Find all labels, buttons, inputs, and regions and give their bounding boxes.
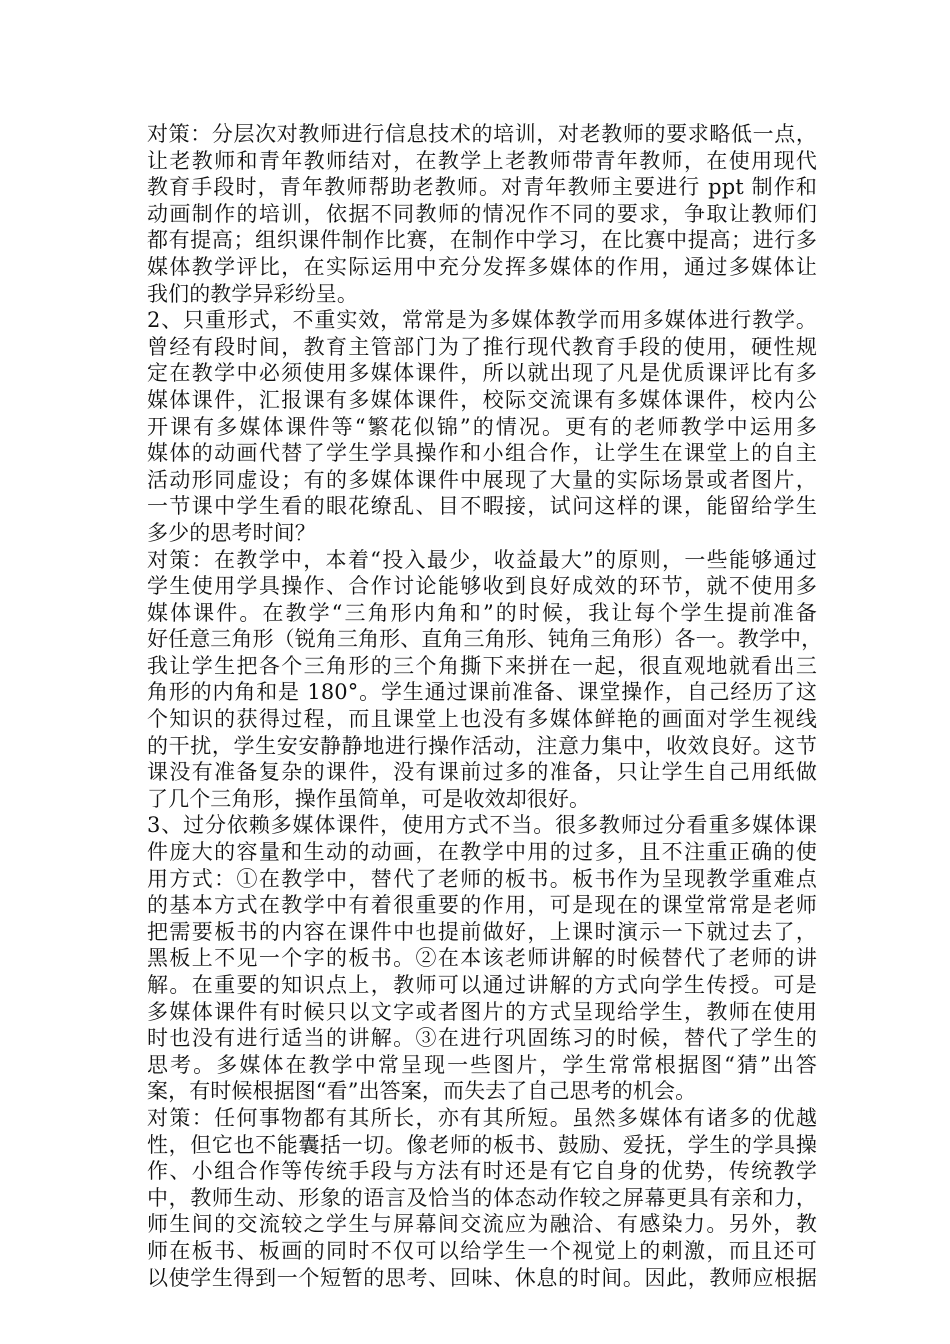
paragraph-countermeasure-3 <box>147 1105 817 1291</box>
text-line: 性，但它也不能囊括一切。像老师的板书、鼓励、爱抚，学生的学具操 <box>147 1132 817 1157</box>
text-line: 案，有时候根据图“看”出答案，而失去了自己思考的机会。 <box>147 1079 697 1104</box>
text-line: 课没有准备复杂的课件，没有课前过多的准备，只让学生自己用纸做 <box>147 760 817 785</box>
text-line: 用方式：①在教学中，替代了老师的板书。板书作为呈现教学重难点 <box>147 866 817 891</box>
text-line: 学生使用学具操作、合作讨论能够收到良好成效的环节，就不使用多 <box>147 574 817 599</box>
text-line: 黑板上不见一个字的板书。②在本该老师讲解的时候替代了老师的讲 <box>147 946 817 971</box>
text-line: 动画制作的培训，依据不同教师的情况作不同的要求，争取让教师们 <box>147 201 817 226</box>
text-line: 解。在重要的知识点上，教师可以通过讲解的方式向学生传授。可是 <box>147 973 817 997</box>
paragraph-issue-2 <box>147 307 817 546</box>
paragraph-issue-3 <box>147 812 817 1105</box>
text-line: 媒体教学评比，在实际运用中充分发挥多媒体的作用，通过多媒体让 <box>147 254 817 279</box>
text-line: 2、只重形式，不重实效，常常是为多媒体教学而用多媒体进行教学。 <box>147 308 817 333</box>
text-line: 活动形同虚设；有的多媒体课件中展现了大量的实际场景或者图片， <box>147 467 817 492</box>
text-line: 我们的教学异彩纷呈。 <box>147 281 358 306</box>
text-line: 媒体的动画代替了学生学具操作和小组合作，让学生在课堂上的自主 <box>147 441 817 466</box>
text-line: 中，教师生动、形象的语言及恰当的体态动作较之屏幕更具有亲和力， <box>147 1185 817 1210</box>
text-line: 件庞大的容量和生动的动画，在教学中用的过多，且不注重正确的使 <box>147 840 817 865</box>
text-line: 好任意三角形（锐角三角形、直角三角形、钝角三角形）各一。教学中， <box>147 627 823 652</box>
text-line: 个知识的获得过程，而且课堂上也没有多媒体鲜艳的画面对学生视线 <box>147 707 817 732</box>
text-line: 都有提高；组织课件制作比赛，在制作中学习，在比赛中提高；进行多 <box>147 228 817 253</box>
paragraph-countermeasure-2 <box>147 547 823 813</box>
text-line: 角形的内角和是 180°。学生通过课前准备、课堂操作，自己经历了这 <box>147 680 817 705</box>
text-line: 的基本方式在教学中有着很重要的作用，可是现在的课堂常常是老师 <box>147 893 817 918</box>
text-line: 作、小组合作等传统手段与方法有时还是有它自身的优势，传统教学 <box>147 1159 817 1184</box>
text-line: 师在板书、板画的同时不仅可以给学生一个视觉上的刺激，而且还可 <box>147 1238 817 1263</box>
text-line: 思考。多媒体在教学中常呈现一些图片，学生常常根据图“猜”出答 <box>147 1052 817 1077</box>
paragraph-countermeasure-1 <box>147 121 817 307</box>
text-line: 3、过分依赖多媒体课件，使用方式不当。很多教师过分看重多媒体课 <box>147 813 817 838</box>
text-line: 以使学生得到一个短暂的思考、回味、休息的时间。因此，教师应根据 <box>147 1265 817 1290</box>
text-line: 一节课中学生看的眼花缭乱、目不暇接，试问这样的课，能留给学生 <box>147 494 817 519</box>
text-line: 媒体课件。在教学“三角形内角和”的时候，我让每个学生提前准备 <box>147 600 817 625</box>
text-line: 对策：分层次对教师进行信息技术的培训，对老教师的要求略低一点， <box>147 122 817 146</box>
text-line: 把需要板书的内容在课件中也提前做好，上课时演示一下就过去了， <box>147 919 817 944</box>
text-line: 让老教师和青年教师结对，在教学上老教师带青年教师，在使用现代 <box>147 148 817 173</box>
text-line: 我让学生把各个三角形的三个角撕下来拼在一起，很直观地就看出三 <box>147 653 817 678</box>
text-line: 师生间的交流较之学生与屏幕间交流应为融洽、有感染力。另外，教 <box>147 1212 817 1237</box>
text-line: 了几个三角形，操作虽简单，可是收效却很好。 <box>147 786 591 811</box>
text-line: 定在教学中必须使用多媒体课件，所以就出现了凡是优质课评比有多 <box>147 361 817 386</box>
text-line: 对策：在教学中，本着“投入最少，收益最大”的原则，一些能够通过 <box>147 547 817 572</box>
text-line: 时也没有进行适当的讲解。③在进行巩固练习的时候，替代了学生的 <box>147 1026 817 1051</box>
text-line: 多媒体课件有时候只以文字或者图片的方式呈现给学生，教师在使用 <box>147 999 817 1024</box>
text-line: 曾经有段时间，教育主管部门为了推行现代教育手段的使用，硬性规 <box>147 334 817 359</box>
text-line: 媒体课件，汇报课有多媒体课件，校际交流课有多媒体课件，校内公 <box>147 387 817 412</box>
text-line: 开课有多媒体课件等“繁花似锦”的情况。更有的老师教学中运用多 <box>147 414 817 439</box>
document-body <box>147 121 823 1291</box>
text-line: 教育手段时，青年教师帮助老教师。对青年教师主要进行 ppt 制作和 <box>147 175 817 200</box>
text-line: 对策：任何事物都有其所长，亦有其所短。虽然多媒体有诸多的优越 <box>147 1105 817 1130</box>
text-line: 的干扰，学生安安静静地进行操作活动，注意力集中，收效良好。这节 <box>147 733 817 758</box>
text-line: 多少的思考时间？ <box>147 520 316 545</box>
